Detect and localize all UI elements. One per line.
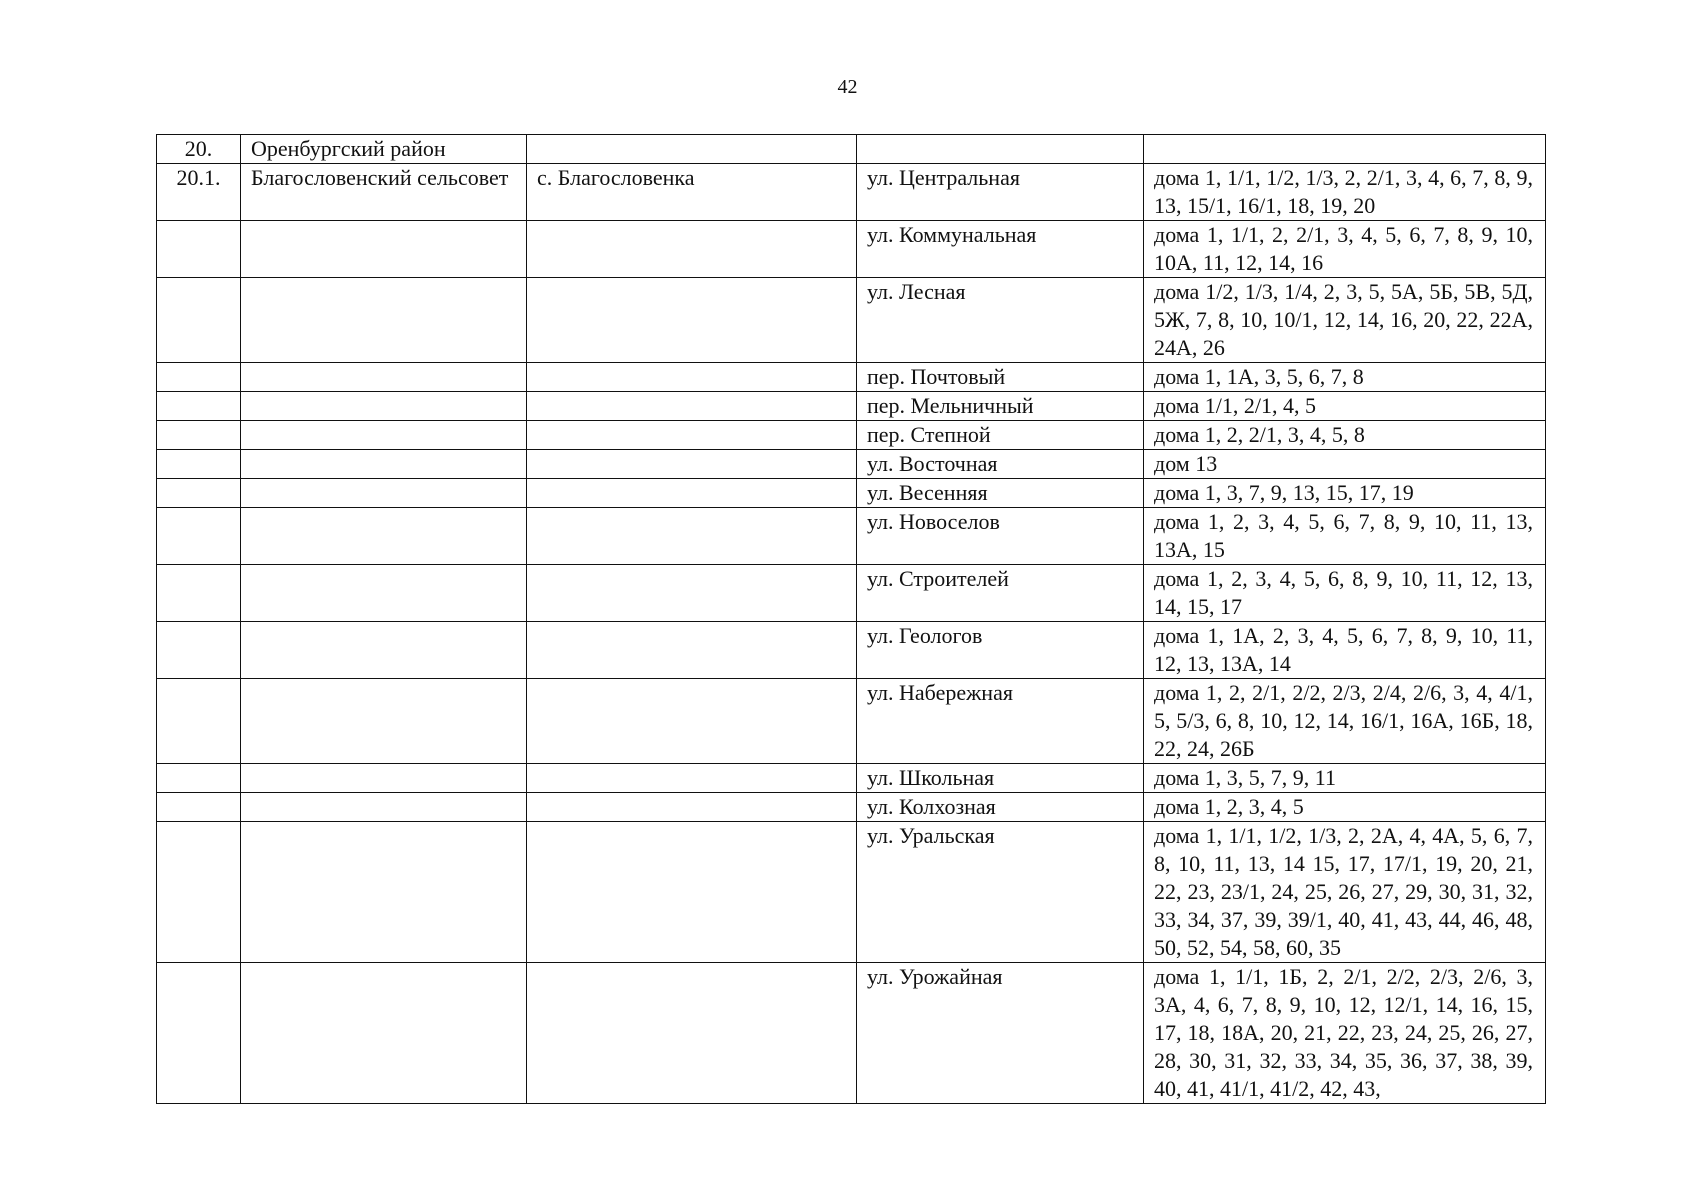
row-number-cell [157, 822, 241, 963]
settlement-cell [527, 278, 857, 363]
table-row [157, 793, 1546, 822]
table-row [157, 679, 1546, 764]
district-cell [241, 479, 527, 508]
table-row [157, 392, 1546, 421]
settlement-cell: с. Благословенка [527, 164, 857, 221]
houses-cell: дома 1, 1А, 3, 5, 6, 7, 8 [1144, 363, 1546, 392]
houses-cell: дома 1, 3, 7, 9, 13, 15, 17, 19 [1144, 479, 1546, 508]
table-row [157, 764, 1546, 793]
table-row [157, 450, 1546, 479]
street-cell [857, 135, 1144, 164]
row-number-cell [157, 793, 241, 822]
houses-cell: дом 13 [1144, 450, 1546, 479]
houses-cell: дома 1, 2, 2/1, 3, 4, 5, 8 [1144, 421, 1546, 450]
district-cell [241, 764, 527, 793]
row-number-cell [157, 479, 241, 508]
address-table [156, 134, 1546, 1104]
district-cell: Благословенский сельсовет [241, 164, 527, 221]
settlement-cell [527, 793, 857, 822]
street-cell: ул. Уральская [857, 822, 1144, 963]
houses-cell: дома 1, 2, 3, 4, 5 [1144, 793, 1546, 822]
settlement-cell [527, 565, 857, 622]
row-number-cell [157, 450, 241, 479]
houses-cell: дома 1, 1/1, 2, 2/1, 3, 4, 5, 6, 7, 8, 9, 10, 10А, 11, 12, 14, 16 [1144, 221, 1546, 278]
row-number-cell [157, 392, 241, 421]
houses-cell [1144, 135, 1546, 164]
table-row [157, 221, 1546, 278]
houses-cell: дома 1, 1/1, 1/2, 1/3, 2, 2А, 4, 4А, 5, 6, 7, 8, 10, 11, 13, 14 15, 17, 17/1, 19, 20, 21, 22, 23, 23/1, 24, 25, 26, 27, 29, 30, 31, 32, 33, 34, 37, 39, 39/1, 40, 41, 43, 44, 46, 48, 50, 52, 54, 58, 60, 35 [1144, 822, 1546, 963]
street-cell: ул. Коммунальная [857, 221, 1144, 278]
district-cell [241, 450, 527, 479]
houses-cell: дома 1, 3, 5, 7, 9, 11 [1144, 764, 1546, 793]
row-number-cell [157, 221, 241, 278]
settlement-cell [527, 392, 857, 421]
street-cell: ул. Геологов [857, 622, 1144, 679]
row-number-cell: 20.1. [157, 164, 241, 221]
row-number-cell [157, 421, 241, 450]
district-cell [241, 363, 527, 392]
street-cell: ул. Новоселов [857, 508, 1144, 565]
row-number-cell: 20. [157, 135, 241, 164]
table-row [157, 363, 1546, 392]
table-row [157, 135, 1546, 164]
houses-cell: дома 1/1, 2/1, 4, 5 [1144, 392, 1546, 421]
settlement-cell [527, 135, 857, 164]
district-cell [241, 793, 527, 822]
district-cell [241, 822, 527, 963]
settlement-cell [527, 622, 857, 679]
settlement-cell [527, 363, 857, 392]
settlement-cell [527, 764, 857, 793]
district-cell [241, 679, 527, 764]
district-cell [241, 421, 527, 450]
row-number-cell [157, 622, 241, 679]
district-cell [241, 508, 527, 565]
table-row [157, 822, 1546, 963]
district-cell [241, 622, 527, 679]
settlement-cell [527, 822, 857, 963]
district-cell [241, 565, 527, 622]
row-number-cell [157, 963, 241, 1104]
houses-cell: дома 1, 1/1, 1Б, 2, 2/1, 2/2, 2/3, 2/6, 3, 3А, 4, 6, 7, 8, 9, 10, 12, 12/1, 14, 16, 15, 17, 18, 18А, 20, 21, 22, 23, 24, 25, 26, 27, 28, 30, 31, 32, 33, 34, 35, 36, 37, 38, 39, 40, 41, 41/1, 41/2, 42, 43, [1144, 963, 1546, 1104]
district-cell [241, 221, 527, 278]
address-table-body [157, 135, 1546, 1104]
settlement-cell [527, 479, 857, 508]
table-row [157, 963, 1546, 1104]
row-number-cell [157, 679, 241, 764]
settlement-cell [527, 508, 857, 565]
houses-cell: дома 1, 1/1, 1/2, 1/3, 2, 2/1, 3, 4, 6, 7, 8, 9, 13, 15/1, 16/1, 18, 19, 20 [1144, 164, 1546, 221]
street-cell: ул. Строителей [857, 565, 1144, 622]
table-row [157, 164, 1546, 221]
table-row [157, 565, 1546, 622]
street-cell: ул. Урожайная [857, 963, 1144, 1104]
table-row [157, 508, 1546, 565]
row-number-cell [157, 565, 241, 622]
street-cell: пер. Мельничный [857, 392, 1144, 421]
street-cell: ул. Центральная [857, 164, 1144, 221]
settlement-cell [527, 679, 857, 764]
settlement-cell [527, 450, 857, 479]
settlement-cell [527, 963, 857, 1104]
settlement-cell [527, 421, 857, 450]
street-cell: пер. Почтовый [857, 363, 1144, 392]
table-row [157, 622, 1546, 679]
houses-cell: дома 1/2, 1/3, 1/4, 2, 3, 5, 5А, 5Б, 5В, 5Д, 5Ж, 7, 8, 10, 10/1, 12, 14, 16, 20, 22, 22А, 24А, 26 [1144, 278, 1546, 363]
settlement-cell [527, 221, 857, 278]
street-cell: ул. Весенняя [857, 479, 1144, 508]
row-number-cell [157, 764, 241, 793]
district-cell [241, 963, 527, 1104]
row-number-cell [157, 508, 241, 565]
street-cell: ул. Лесная [857, 278, 1144, 363]
street-cell: ул. Набережная [857, 679, 1144, 764]
district-cell [241, 278, 527, 363]
houses-cell: дома 1, 2, 3, 4, 5, 6, 8, 9, 10, 11, 12, 13, 14, 15, 17 [1144, 565, 1546, 622]
houses-cell: дома 1, 2, 2/1, 2/2, 2/3, 2/4, 2/6, 3, 4, 4/1, 5, 5/3, 6, 8, 10, 12, 14, 16/1, 16А, 16Б, 18, 22, 24, 26Б [1144, 679, 1546, 764]
row-number-cell [157, 363, 241, 392]
houses-cell: дома 1, 1А, 2, 3, 4, 5, 6, 7, 8, 9, 10, 11, 12, 13, 13А, 14 [1144, 622, 1546, 679]
street-cell: ул. Колхозная [857, 793, 1144, 822]
table-row [157, 421, 1546, 450]
table-row [157, 479, 1546, 508]
district-cell: Оренбургский район [241, 135, 527, 164]
houses-cell: дома 1, 2, 3, 4, 5, 6, 7, 8, 9, 10, 11, 13, 13А, 15 [1144, 508, 1546, 565]
table-row [157, 278, 1546, 363]
street-cell: ул. Школьная [857, 764, 1144, 793]
district-cell [241, 392, 527, 421]
street-cell: пер. Степной [857, 421, 1144, 450]
row-number-cell [157, 278, 241, 363]
page-number: 42 [837, 76, 858, 98]
street-cell: ул. Восточная [857, 450, 1144, 479]
